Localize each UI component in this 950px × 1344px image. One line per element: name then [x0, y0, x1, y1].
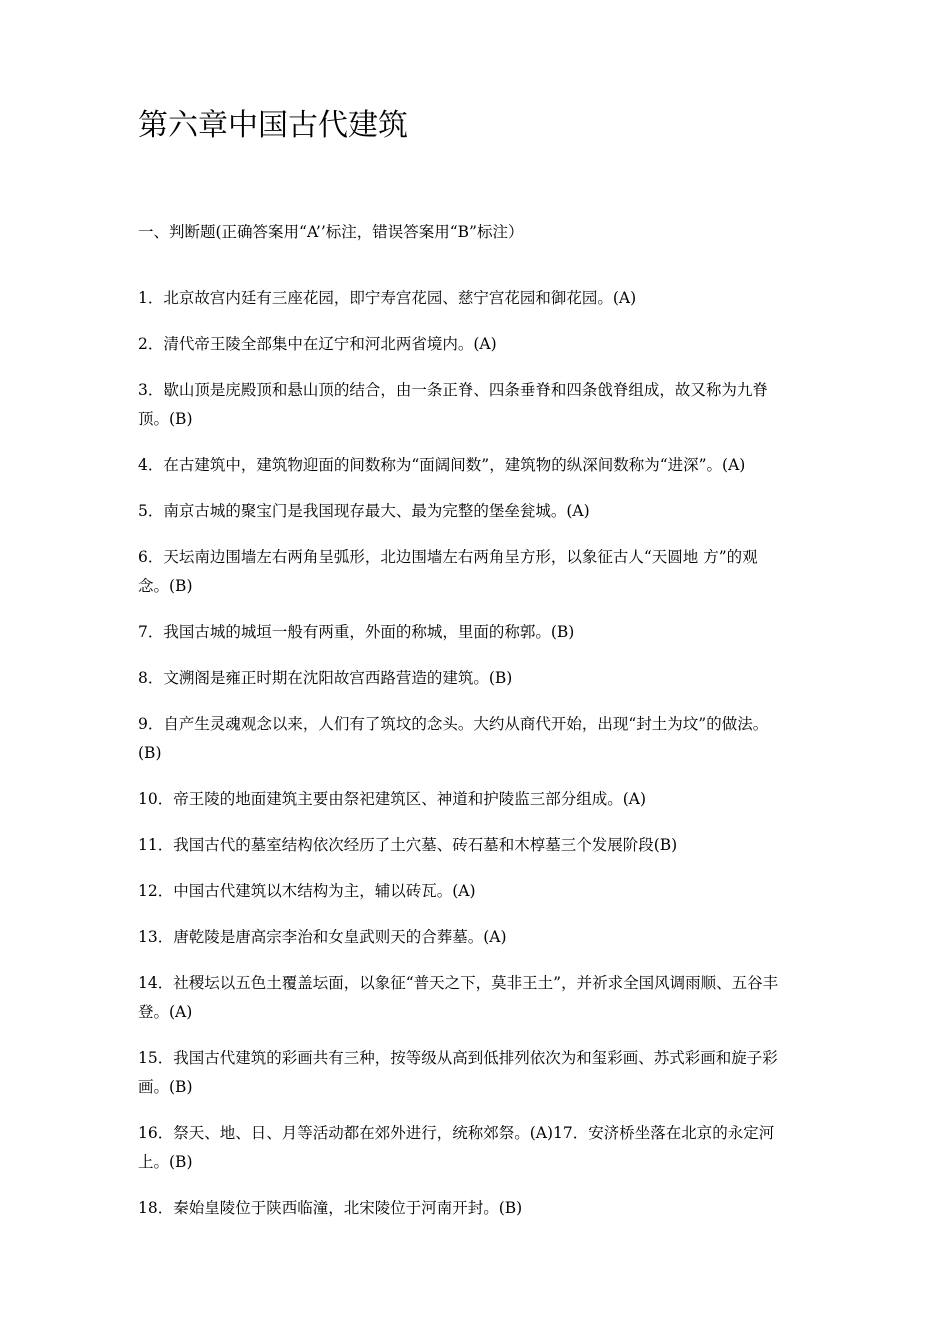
- question-item: 14．社稷坛以五色土覆盖坛面，以象征“普天之下，莫非王土”，并祈求全国风调雨顺、五谷丰登。(A): [138, 974, 779, 1021]
- question-item: 12．中国古代建筑以木结构为主，辅以砖瓦。(A): [138, 882, 476, 900]
- question-item: 3．歇山顶是庑殿顶和悬山顶的结合，由一条正脊、四条垂脊和四条戗脊组成，故又称为九脊顶。(B): [138, 381, 768, 428]
- question-item: 18．秦始皇陵位于陕西临潼，北宋陵位于河南开封。(B): [138, 1199, 523, 1217]
- question-list: [138, 284, 786, 1223]
- question-item: 8．文溯阁是雍正时期在沈阳故宫西路营造的建筑。(B): [138, 669, 513, 687]
- question-item: 9．自产生灵魂观念以来，人们有了筑坟的念头。大约从商代开始，出现“封土为坟”的做法。(B): [138, 715, 769, 762]
- question-item: 16．祭天、地、日、月等活动都在郊外进行，统称郊祭。(A)17．安济桥坐落在北京的永定河上。(B): [138, 1124, 775, 1171]
- question-item: 7．我国古城的城垣一般有两重，外面的称城，里面的称郭。(B): [138, 623, 575, 641]
- question-item: 6．天坛南边围墙左右两角呈弧形，北边围墙左右两角呈方形，以象征古人“天圆地 方”的观念。(B): [138, 548, 758, 595]
- question-item: 1．北京故宫内廷有三座花园，即宁寿宫花园、慈宁宫花园和御花园。(A): [138, 289, 637, 307]
- question-item: 2．清代帝王陵全部集中在辽宁和河北两省境内。(A): [138, 335, 497, 353]
- question-item: 5．南京古城的聚宝门是我国现存最大、最为完整的堡垒瓮城。(A): [138, 502, 590, 520]
- question-item: 13．唐乾陵是唐高宗李治和女皇武则天的合葬墓。(A): [138, 928, 507, 946]
- question-item: 10．帝王陵的地面建筑主要由祭祀建筑区、神道和护陵监三部分组成。(A): [138, 790, 647, 808]
- question-item: 11．我国古代的墓室结构依次经历了土穴墓、砖石墓和木椁墓三个发展阶段(B): [138, 836, 678, 854]
- question-item: 4．在古建筑中，建筑物迎面的间数称为“面阔间数”，建筑物的纵深间数称为“进深”。(A): [138, 456, 746, 474]
- section-heading: 一、判断题(正确答案用“A’’标注，错误答案用“B”标注）: [138, 223, 524, 241]
- page-title: 第六章中国古代建筑: [138, 108, 408, 143]
- question-item: 15．我国古代建筑的彩画共有三种，按等级从高到低排列依次为和玺彩画、苏式彩画和旋子彩画。(B): [138, 1049, 778, 1096]
